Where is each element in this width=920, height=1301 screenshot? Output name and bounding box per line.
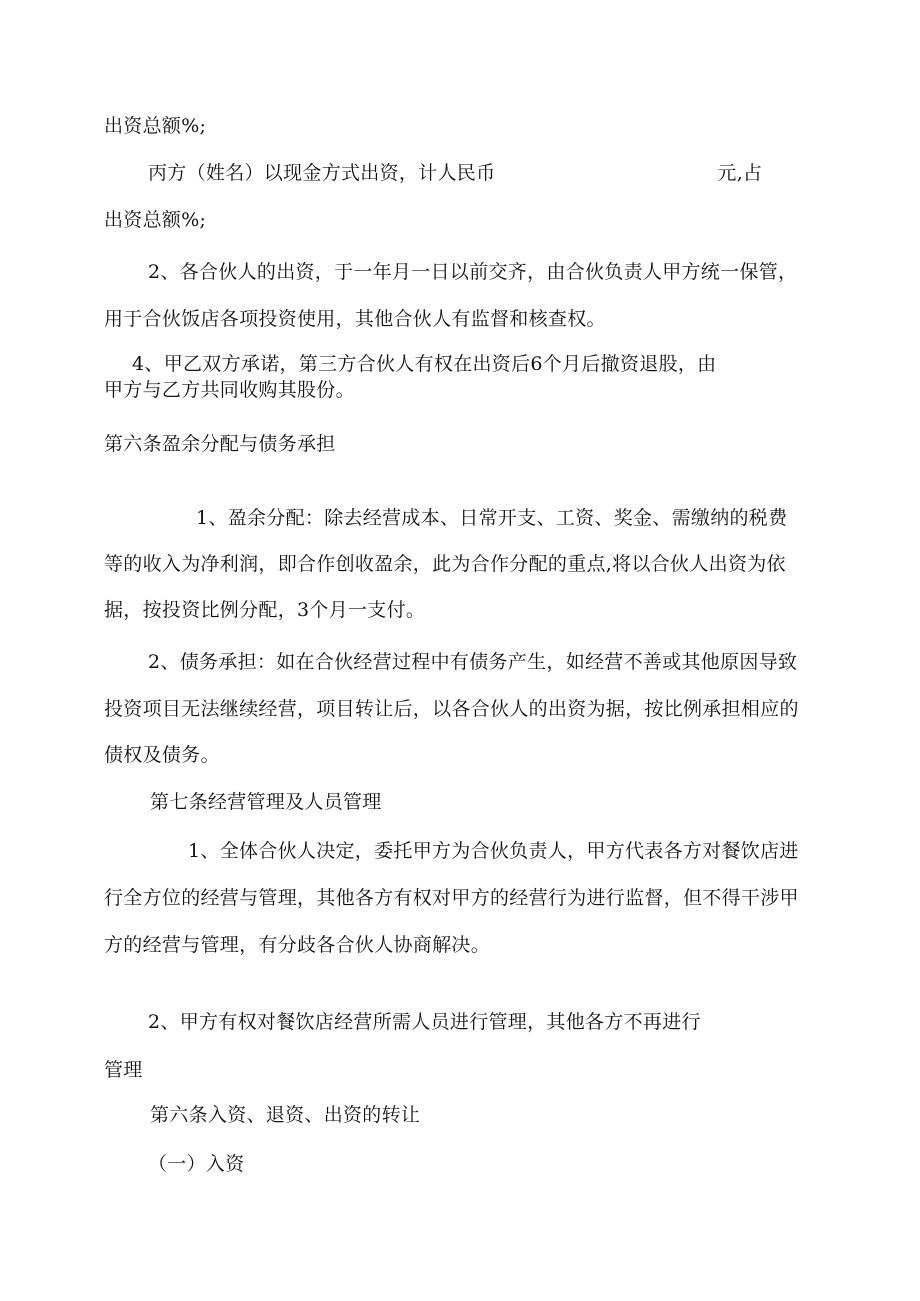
text-line: 甲方与乙方共同收购其股份。 — [104, 379, 355, 401]
section-heading: 第六条盈余分配与债务承担 — [104, 433, 336, 455]
text-line: 出资总额%; — [104, 209, 207, 231]
text-line: 行全方位的经营与管理，其他各方有权对甲方的经营行为进行监督，但不得干涉甲 — [104, 887, 799, 909]
text-line: 债权及债务。 — [104, 744, 220, 766]
subsection-heading: （一）入资 — [148, 1153, 245, 1175]
text-line: 方的经营与管理，有分歧各合伙人协商解决。 — [104, 934, 491, 956]
text-fragment: 丙方（姓名）以现金方式出资，计人民币 — [148, 162, 496, 184]
text-line: 1、全体合伙人决定，委托甲方为合伙负责人，甲方代表各方对餐饮店进 — [188, 840, 799, 862]
text-line: 2、各合伙人的出资，于一年月一日以前交齐，由合伙负责人甲方统一保管， — [148, 261, 798, 283]
section-heading: 第六条入资、退资、出资的转让 — [150, 1104, 421, 1126]
text-line: 2、甲方有权对餐饮店经营所需人员进行管理，其他各方不再进行 — [148, 1011, 701, 1033]
text-line: 等的收入为净利润，即合作创收盈余，此为合作分配的重点,将以合伙人出资为依 — [104, 553, 786, 575]
text-fragment: 元,占 — [717, 162, 763, 184]
text-line: 出资总额%; — [104, 115, 207, 137]
text-line: 4、甲乙双方承诺，第三方合伙人有权在出资后6个月后撤资退股，由 — [132, 353, 717, 375]
text-line: 据，按投资比例分配，3个月一支付。 — [104, 599, 426, 621]
text-line: 用于合伙饭店各项投资使用，其他合伙人有监督和核查权。 — [104, 308, 606, 330]
text-line: 2、债务承担：如在合伙经营过程中有债务产生，如经营不善或其他原因导致 — [148, 651, 798, 673]
text-line: 1、盈余分配：除去经营成本、日常开支、工资、奖金、需缴纳的税费 — [196, 507, 788, 529]
text-line: 投资项目无法继续经营，项目转让后，以各合伙人的出资为据，按比例承担相应的 — [104, 698, 799, 720]
section-heading: 第七条经营管理及人员管理 — [150, 791, 382, 813]
text-line: 管理 — [104, 1059, 143, 1081]
text-line — [148, 161, 762, 185]
